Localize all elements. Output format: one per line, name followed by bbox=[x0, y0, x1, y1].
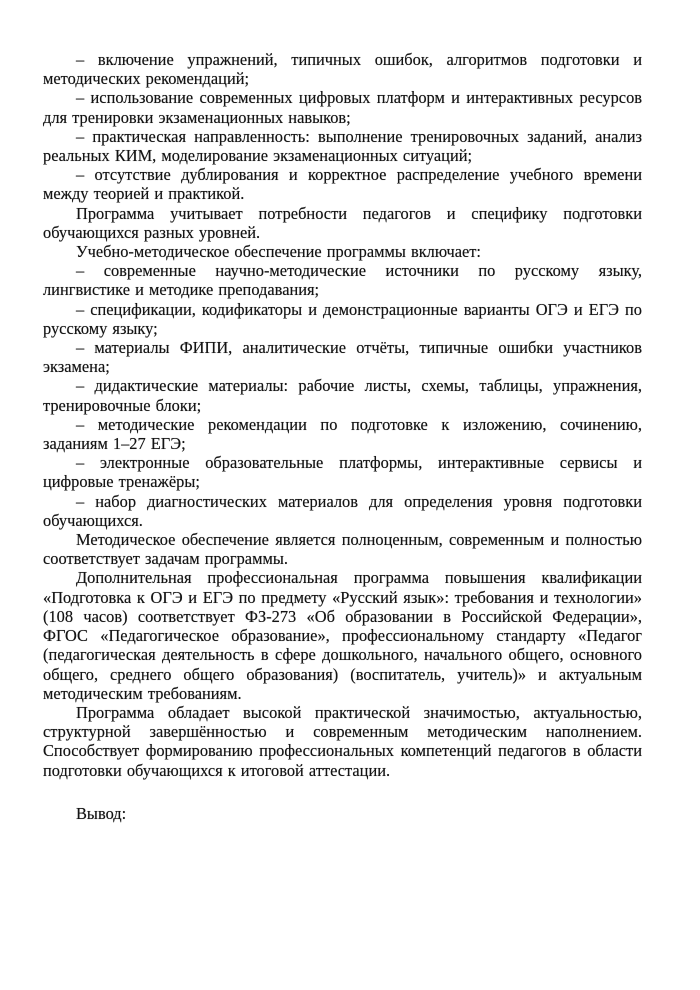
conclusion-label: Вывод: bbox=[76, 803, 127, 823]
bullet-item: – электронные образовательные платформы, интерактивные сервисы и цифровые тренажёры; bbox=[43, 453, 642, 492]
bullet-item: – набор диагностических материалов для определения уровня подготовки обучающихся. bbox=[43, 491, 642, 530]
bullet-item: – современные научно-методические источники по русскому языку, лингвистике и методике преподавания; bbox=[43, 261, 642, 300]
bullet-item: – методические рекомендации по подготовке к изложению, сочинению, заданиям 1–27 ЕГЭ; bbox=[43, 414, 642, 454]
bullet-item: – использование современных цифровых платформ и интерактивных ресурсов для тренировки экзаменационных навыков; bbox=[43, 88, 642, 127]
bullet-item: – включение упражнений, типичных ошибок, алгоритмов подготовки и методических рекомендаций; bbox=[43, 50, 642, 89]
paragraph: Методическое обеспечение является полноценным, современным и полностью соответствует задачам программы. bbox=[43, 530, 642, 569]
bullet-item: – дидактические материалы: рабочие листы, схемы, таблицы, упражнения, тренировочные блоки; bbox=[43, 376, 642, 415]
bullet-item: – материалы ФИПИ, аналитические отчёты, типичные ошибки участников экзамена; bbox=[43, 338, 642, 377]
paragraph: Учебно-методическое обеспечение программы включает: bbox=[76, 242, 481, 262]
paragraph: Дополнительная профессиональная программа повышения квалификации «Подготовка к ОГЭ и ЕГЭ по предмету «Русский язык»: требования и технологии» (108 часов) соответствует ФЗ-273 «Об образовании в Российской Федерации», ФГОС «Педагогическое образование», профессиональному стандарту «Педагог (педагогическая деятельность в сфере дошкольного, начального общего, основного общего, среднего общего образования) (воспитатель, учитель)» и актуальным методическим требованиям. bbox=[43, 568, 642, 703]
bullet-item: – спецификации, кодификаторы и демонстрационные варианты ОГЭ и ЕГЭ по русскому языку; bbox=[43, 299, 642, 338]
bullet-item: – отсутствие дублирования и корректное распределение учебного времени между теорией и практикой. bbox=[43, 165, 642, 204]
paragraph: Программа учитывает потребности педагогов и специфику подготовки обучающихся разных уровней. bbox=[43, 203, 642, 242]
paragraph: Программа обладает высокой практической значимостью, актуальностью, структурной завершённостью и современным методическим наполнением. Способствует формированию профессиональных компетенций педагогов в области подготовки обучающихся к итоговой аттестации. bbox=[43, 702, 642, 780]
bullet-item: – практическая направленность: выполнение тренировочных заданий, анализ реальных КИМ, моделирование экзаменационных ситуаций; bbox=[43, 126, 642, 166]
